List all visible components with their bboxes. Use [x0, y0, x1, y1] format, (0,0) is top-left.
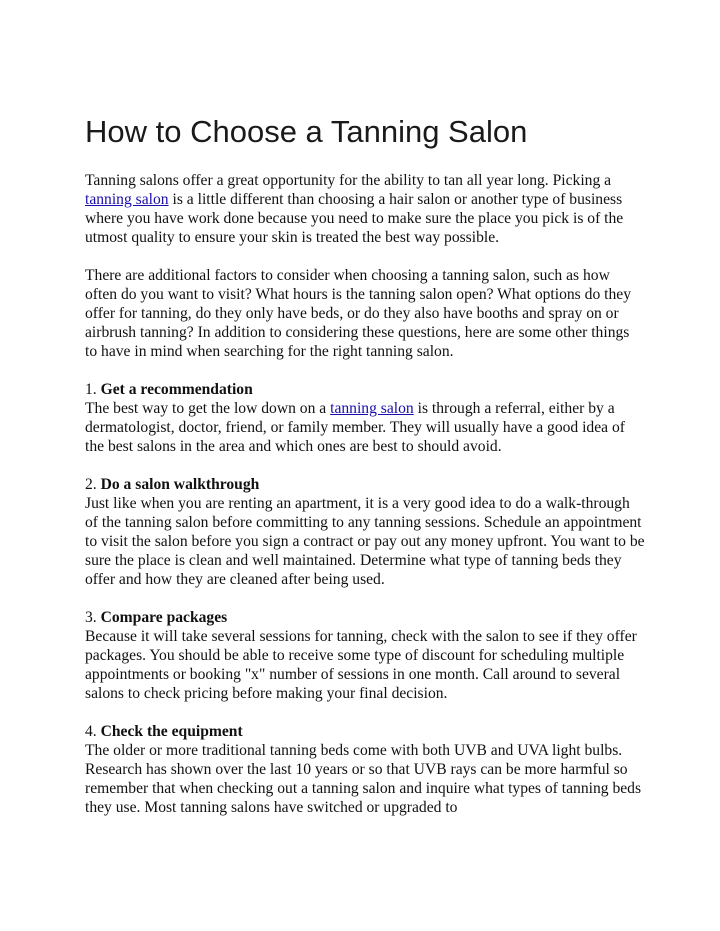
tanning-salon-link-intro[interactable]: tanning salon [85, 191, 169, 208]
section-salon-walkthrough [85, 475, 645, 589]
section-check-equipment [85, 722, 645, 817]
section-number: 3. [85, 609, 101, 626]
section-body: The older or more traditional tanning beds come with both UVB and UVA light bulbs. Research has shown over the last 10 years or so that UVB rays can be more harmful so remember that when checking out a tanning salon and inquire what types of tanning beds they use. Most tanning salons have switched or upgraded to [85, 742, 642, 816]
intro-paragraph-2: There are additional factors to consider when choosing a tanning salon, such as how often do you want to visit? What hours is the tanning salon open? What options do they offer for tanning, do they only have beds, or do they also have booths and spray on or airbrush tanning? In addition to considering these questions, here are some other things to have in mind when searching for the right tanning salon. [85, 267, 631, 360]
section-text-before-link: The best way to get the low down on a [85, 400, 331, 417]
section-text-after-link: is through a referral, either by a dermatologist, doctor, friend, or family member. They will usually have a good idea of the best salons in the area and which ones are best to should avoid. [85, 400, 625, 455]
section-title: Get a recommendation [100, 381, 253, 398]
intro-text-before-link: Tanning salons offer a great opportunity for the ability to tan all year long. Picking a [85, 172, 612, 189]
section-body: Because it will take several sessions for tanning, check with the salon to see if they offer packages. You should be able to receive some type of discount for scheduling multiple appointments or booking "x" number of sessions in one month. Call around to several salons to check pricing before making your final decision. [85, 628, 637, 702]
intro-text-after-link: is a little different than choosing a hair salon or another type of business where you have work done because you need to make sure the place you pick is of the utmost quality to ensure your skin is treated the best way possible. [85, 191, 624, 246]
document-page [85, 114, 645, 836]
section-heading [85, 608, 645, 627]
section-compare-packages [85, 608, 645, 703]
tanning-salon-link-recommendation[interactable]: tanning salon [330, 400, 414, 417]
section-title: Compare packages [100, 609, 228, 626]
page-title: How to Choose a Tanning Salon [85, 114, 528, 149]
intro-paragraph-1 [85, 171, 645, 247]
section-title: Check the equipment [100, 723, 243, 740]
section-number: 1. [85, 381, 101, 398]
section-heading [85, 722, 645, 741]
section-heading [85, 380, 645, 399]
section-title: Do a salon walkthrough [100, 476, 260, 493]
section-number: 2. [85, 476, 101, 493]
section-number: 4. [85, 723, 101, 740]
section-get-recommendation [85, 380, 645, 456]
section-heading [85, 475, 645, 494]
section-body: Just like when you are renting an apartment, it is a very good idea to do a walk-through of the tanning salon before committing to any tanning sessions. Schedule an appointment to visit the salon before you sign a contract or pay out any money upfront. You want to be sure the place is clean and well maintained. Determine what type of tanning beds they offer and how they are cleaned after being used. [85, 495, 645, 588]
